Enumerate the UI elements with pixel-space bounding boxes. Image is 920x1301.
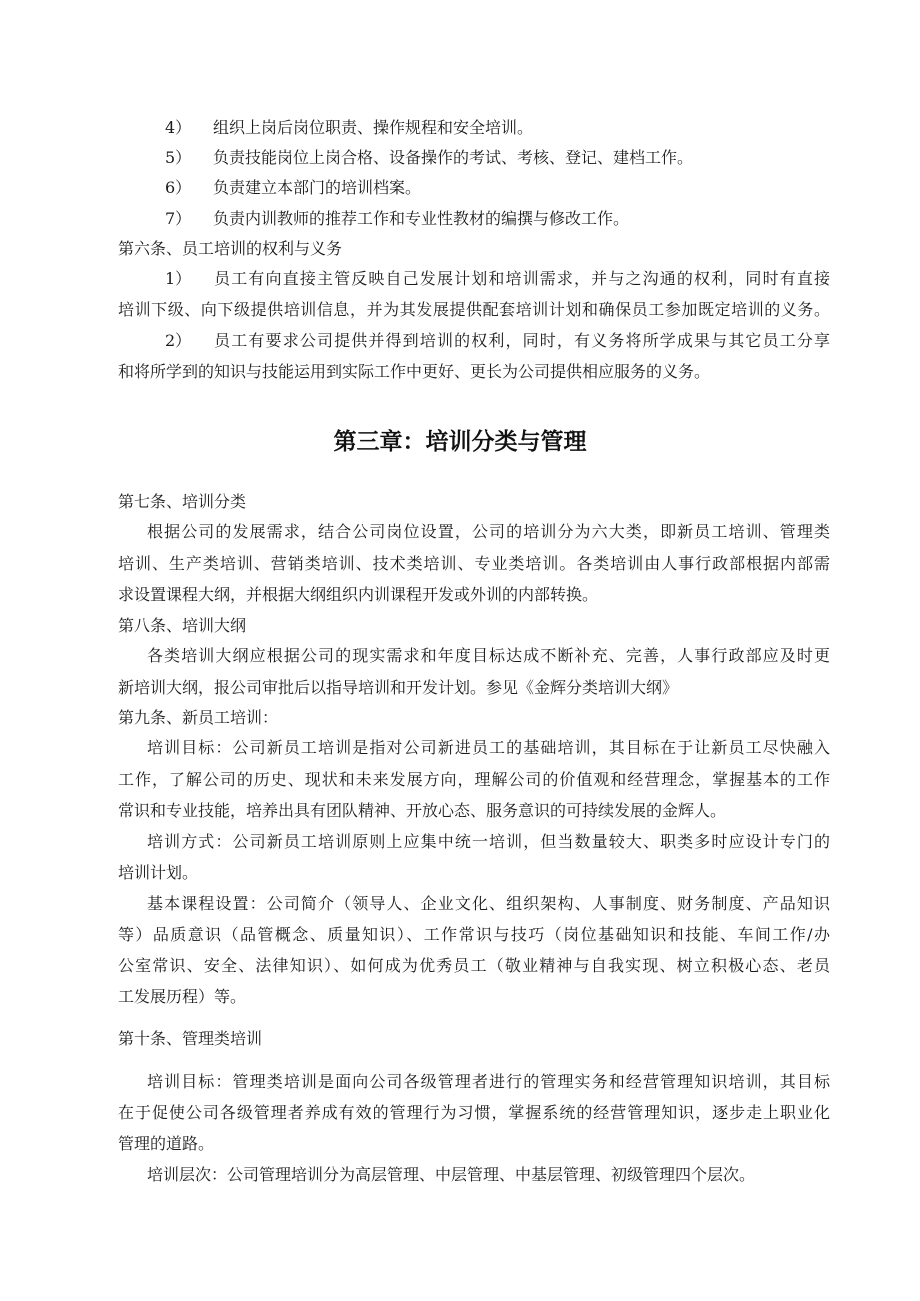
paragraph-line: 等）品质意识（品管概念、质量知识）、工作常识与技巧（岗位基础知识和技能、车间工作/办	[118, 925, 830, 944]
paragraph-text: 员工有要求公司提供并得到培训的权利，同时，有义务将所学成果与其它员工分享	[213, 331, 830, 350]
article6-heading: 第六条、员工培训的权利与义务	[118, 239, 343, 258]
paragraph-line: 基本课程设置：公司简介（领导人、企业文化、组织架构、人事制度、财务制度、产品知识	[147, 894, 830, 913]
list-text: 负责内训教师的推荐工作和专业性教材的编撰与修改工作。	[213, 209, 630, 228]
paragraph-line: 培训计划。	[118, 863, 199, 882]
paragraph-line: 培训目标：管理类培训是面向公司各级管理者进行的管理实务和经营管理知识培训，其目标	[147, 1072, 830, 1091]
paragraph-line: 培训层次：公司管理培训分为高层管理、中层管理、中基层管理、初级管理四个层次。	[147, 1165, 756, 1184]
list-text: 组织上岗后岗位职责、操作规程和安全培训。	[213, 118, 534, 137]
paragraph-line: 管理的道路。	[118, 1134, 215, 1153]
list-number: 5）	[165, 148, 192, 167]
list-number: 2）	[165, 331, 192, 350]
article9-heading: 第九条、新员工培训：	[118, 708, 279, 727]
list-item	[165, 118, 533, 138]
article6-item1-line1	[165, 269, 830, 289]
paragraph-line: 在于促使公司各级管理者养成有效的管理行为习惯，掌握系统的经营管理知识，逐步走上职业化	[118, 1103, 830, 1122]
paragraph-line: 培训目标：公司新员工培训是指对公司新进员工的基础培训，其目标在于让新员工尽快融入	[147, 738, 830, 757]
chapter-title: 第三章：培训分类与管理	[333, 429, 587, 455]
article6-item2-line2: 和将所学到的知识与技能运用到实际工作中更好、更长为公司提供相应服务的义务。	[118, 362, 711, 381]
paragraph-line: 公室常识、安全、法律知识）、如何成为优秀员工（敬业精神与自我实现、树立积极心态、老员	[118, 956, 830, 975]
paragraph-line: 常识和专业技能，培养出具有团队精神、开放心态、服务意识的可持续发展的金辉人。	[118, 801, 727, 820]
article6-item1-line2: 培训下级、向下级提供培训信息，并为其发展提供配套培训计划和确保员工参加既定培训的义务。	[118, 300, 830, 319]
list-text: 负责建立本部门的培训档案。	[213, 178, 422, 197]
list-text: 负责技能岗位上岗合格、设备操作的考试、考核、登记、建档工作。	[213, 148, 694, 167]
list-number: 7）	[165, 209, 192, 228]
paragraph-line: 培训、生产类培训、营销类培训、技术类培训、专业类培训。各类培训由人事行政部根据内部需	[118, 554, 830, 573]
article10-heading: 第十条、管理类培训	[118, 1029, 263, 1048]
paragraph-line: 求设置课程大纲，并根据大纲组织内训课程开发或外训的内部转换。	[118, 585, 599, 604]
list-number: 1）	[165, 269, 192, 288]
paragraph-line: 工作，了解公司的历史、现状和未来发展方向，理解公司的价值观和经营理念，掌握基本的工作	[118, 770, 830, 789]
paragraph-text: 员工有向直接主管反映自己发展计划和培训需求，并与之沟通的权利，同时有直接	[213, 269, 830, 288]
article7-heading: 第七条、培训分类	[118, 492, 247, 511]
paragraph-line: 培训方式：公司新员工培训原则上应集中统一培训，但当数量较大、职类多时应设计专门的	[147, 832, 830, 851]
article6-item2-line1	[165, 331, 830, 351]
paragraph-line: 各类培训大纲应根据公司的现实需求和年度目标达成不断补充、完善，人事行政部应及时更	[147, 646, 830, 665]
article8-heading: 第八条、培训大纲	[118, 616, 247, 635]
paragraph-line: 根据公司的发展需求，结合公司岗位设置，公司的培训分为六大类，即新员工培训、管理类	[147, 522, 830, 541]
paragraph-line: 工发展历程）等。	[118, 987, 247, 1006]
list-item	[165, 148, 693, 168]
list-item	[165, 209, 629, 229]
list-number: 6）	[165, 178, 192, 197]
paragraph-line: 新培训大纲，报公司审批后以指导培训和开发计划。参见《金辉分类培训大纲》	[118, 678, 679, 697]
list-number: 4）	[165, 118, 192, 137]
list-item	[165, 178, 421, 198]
